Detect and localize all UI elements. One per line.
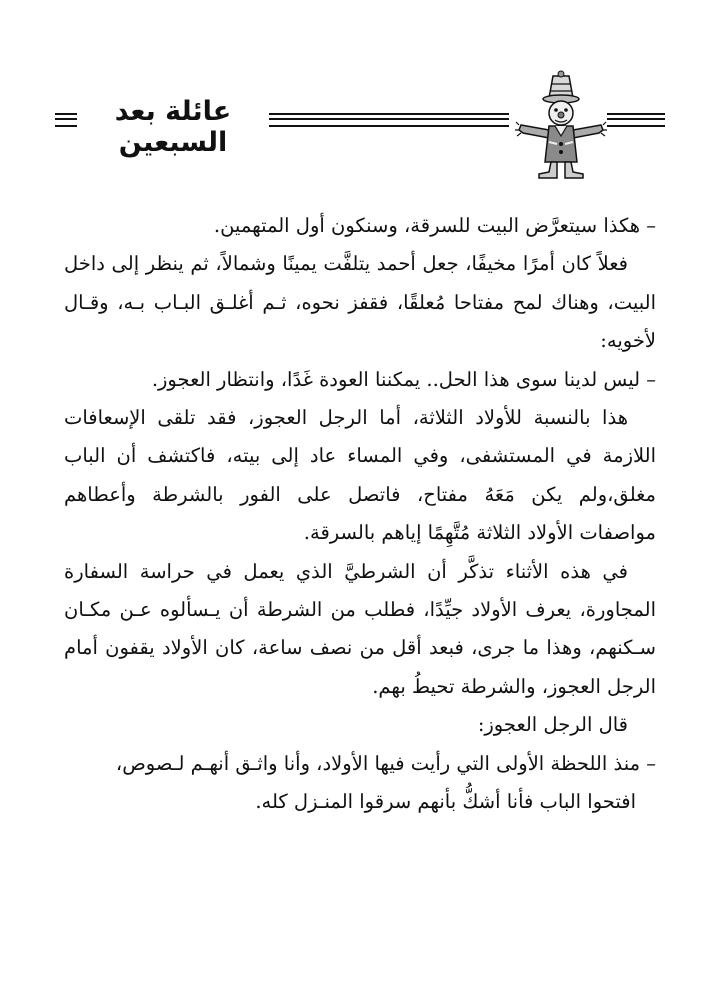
dialogue-continuation: افتحوا الباب فأنا أشكُّ بأنهم سرقوا المنـزل كله. [255, 790, 636, 814]
paragraph: في هذه الأثناء تذكَّر أن الشرطيَّ الذي يعمل في حراسة السفارة المجاورة، يعرف الأولاد جيِّدًا، فطلب من الشرطة أن يـسألوه عـن مكـان سـكنهم، وهذا ما جرى، فبعد أقل من نصف ساعة، كان الأولاد يقفون أمام الرجل العجوز، والشرطة تحيطُ بهم. [64, 559, 656, 698]
body-text [64, 207, 656, 822]
header-rule-left [55, 113, 77, 127]
dialogue-intro: قال الرجل العجوز: [477, 713, 628, 737]
chapter-title: عائلة بعد السبعين [114, 96, 232, 158]
page-header [55, 70, 665, 180]
paragraph: فعلاً كان أمرًا مخيفًا، جعل أحمد يتلفَّت يمينًا وشمالاً، ثم ينظر إلى داخل البيت، وهناك لمح مفتاحا مُعلقًا، فقفز نحوه، ثـم أغلـق البـاب بـه، وقـال لأخويه: [64, 252, 656, 353]
dialogue-line: – منذ اللحظة الأولى التي رأيت فيها الأولاد، وأنا واثـق أنهـم لـصوص، [115, 751, 656, 775]
header-rule-right [607, 113, 665, 127]
header-rule-middle [269, 113, 509, 127]
paragraph: هذا بالنسبة للأولاد الثلاثة، أما الرجل العجوز، فقد تلقى الإسعافات اللازمة في المستشفى، وفي المساء عاد إلى بيته، فاكتشف أن الباب مغلق،ولم يكن مَعَهُ مفتاح، فاتصل على الفور بالشرطة وأعطاهم مواصفات الأولاد الثلاثة مُتَّهِمًا إياهم بالسرقة. [64, 406, 656, 545]
dialogue-line: – ليس لدينا سوى هذا الحل.. يمكننا العودة غَدًا، وانتظار العجوز. [151, 367, 656, 391]
clown-scarecrow-icon [515, 70, 607, 180]
dialogue-line: – هكذا سيتعرَّض البيت للسرقة، وسنكون أول المتهمين. [213, 214, 656, 237]
